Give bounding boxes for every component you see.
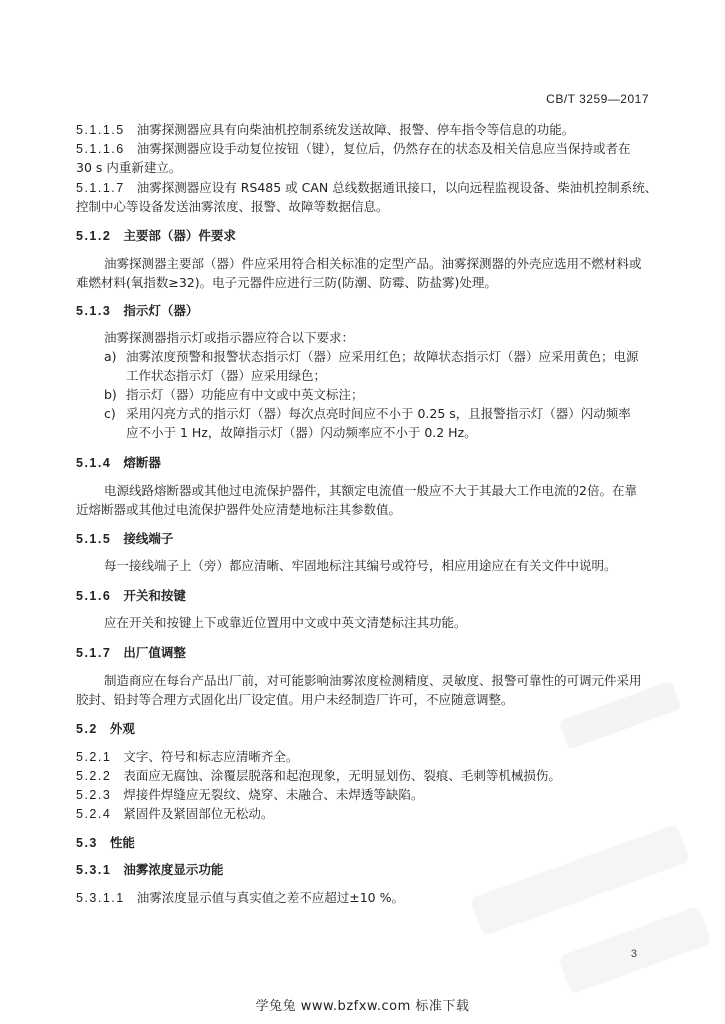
clause-number: 5.2.4 [76, 807, 112, 821]
section-heading-5-3 [76, 835, 135, 851]
list-item-c: 采用闪亮方式的指示灯（器）每次点亮时间应不小于 0.25 s，且报警指示灯（器）闪动频率 [126, 406, 631, 421]
clause-number: 5.3.1.1 [76, 891, 125, 905]
section-number: 5.1.7 [76, 646, 112, 660]
section-number: 5.1.5 [76, 532, 112, 546]
list-marker-b: b) [104, 387, 117, 402]
clause-5-2-2 [76, 768, 561, 784]
list-item-a-cont: 工作状态指示灯（器）应采用绿色； [126, 368, 327, 383]
clause-continuation: 30 s 内重新建立。 [76, 160, 182, 175]
section-number: 5.1.3 [76, 304, 112, 318]
list-item-b: 指示灯（器）功能应有中文或中英文标注； [126, 387, 364, 402]
clause-5-2-1 [76, 749, 298, 765]
section-number: 5.1.4 [76, 456, 112, 470]
clause-text: 油雾探测器应设手动复位按钮（键），复位后，仍然存在的状态及相关信息应当保持或者在 [136, 141, 631, 156]
section-title: 主要部（器）件要求 [123, 228, 236, 243]
paragraph-line: 制造商应在每台产品出厂前，对可能影响油雾浓度检测精度、灵敏度、报警可靠性的可调元件采用 [104, 673, 642, 688]
clause-text: 表面应无腐蚀、涂覆层脱落和起泡现象，无明显划伤、裂痕、毛刺等机械损伤。 [123, 768, 561, 783]
section-title: 接线端子 [123, 531, 174, 546]
section-heading-5-1-2 [76, 228, 236, 244]
clause-continuation: 控制中心等设备发送油雾浓度、报警、故障等数据信息。 [76, 199, 389, 214]
clause-text: 油雾浓度显示值与真实值之差不应超过±10 %。 [136, 890, 404, 905]
paragraph-line: 应在开关和按键上下或靠近位置用中文或中英文清楚标注其功能。 [104, 615, 467, 630]
section-title: 开关和按键 [123, 588, 186, 603]
clause-text: 文字、符号和标志应清晰齐全。 [123, 749, 299, 764]
list-marker-c: c) [104, 406, 116, 421]
page-number: 3 [630, 948, 637, 960]
clause-text: 焊接件焊缝应无裂纹、烧穿、未融合、未焊透等缺陷。 [123, 787, 424, 802]
paragraph-line: 油雾探测器指示灯或指示器应符合以下要求： [104, 330, 355, 345]
standard-code: CB/T 3259—2017 [546, 92, 649, 106]
paragraph-line: 难燃材料(氧指数≥32)。电子元器件应进行三防(防潮、防霉、防盐雾)处理。 [76, 275, 497, 290]
clause-5-1-1-5 [76, 122, 574, 138]
clause-text: 油雾探测器应设有 RS485 或 CAN 总线数据通讯接口，以向远程监视设备、柴油机控制系统、 [136, 180, 658, 195]
section-title: 指示灯（器） [123, 303, 199, 318]
clause-number: 5.1.1.6 [76, 142, 125, 156]
watermark-shape [558, 680, 681, 749]
section-title: 熔断器 [123, 455, 161, 470]
clause-5-2-3 [76, 787, 423, 803]
clause-text: 紧固件及紧固部位无松动。 [123, 806, 274, 821]
section-number: 5.3 [76, 836, 98, 850]
clause-5-3-1-1 [76, 890, 404, 906]
list-marker-a: a) [104, 349, 117, 364]
clause-number: 5.2.1 [76, 750, 112, 764]
section-heading-5-1-3 [76, 303, 198, 319]
clause-5-2-4 [76, 806, 273, 822]
section-heading-5-2 [76, 721, 135, 737]
paragraph-line: 电源线路熔断器或其他过电流保护器件，其额定电流值一般应不大于其最大工作电流的2倍。在靠 [104, 483, 637, 498]
list-item-c-cont: 应不小于 1 Hz，故障指示灯（器）闪动频率应不小于 0.2 Hz。 [126, 425, 477, 440]
clause-number: 5.2.3 [76, 788, 112, 802]
clause-number: 5.1.1.7 [76, 181, 125, 195]
section-number: 5.3.1 [76, 863, 112, 877]
paragraph-line: 每一接线端子上（旁）都应清晰、牢固地标注其编号或符号，相应用途应在有关文件中说明。 [104, 558, 617, 573]
section-heading-5-1-7 [76, 645, 186, 661]
section-number: 5.2 [76, 722, 98, 736]
section-heading-5-1-4 [76, 455, 161, 471]
footer-watermark-link: 学兔兔 www.bzfxw.com 标准下载 [255, 999, 470, 1014]
section-number: 5.1.6 [76, 589, 112, 603]
section-heading-5-1-5 [76, 531, 173, 547]
clause-5-1-1-7 [76, 180, 657, 196]
section-title: 出厂值调整 [123, 645, 186, 660]
section-heading-5-1-6 [76, 588, 186, 604]
section-heading-5-3-1 [76, 862, 223, 878]
section-title: 性能 [109, 835, 135, 850]
section-title: 外观 [109, 721, 135, 736]
clause-text: 油雾探测器应具有向柴油机控制系统发送故障、报警、停车指令等信息的功能。 [136, 122, 575, 137]
clause-number: 5.2.2 [76, 769, 112, 783]
watermark-shape [470, 824, 690, 937]
paragraph-line: 油雾探测器主要部（器）件应采用符合相关标准的定型产品。油雾探测器的外壳应选用不燃材料或 [104, 256, 642, 271]
section-number: 5.1.2 [76, 229, 112, 243]
paragraph-line: 近熔断器或其他过电流保护器件处应清楚地标注其参数值。 [76, 502, 402, 517]
clause-number: 5.1.1.5 [76, 123, 125, 137]
paragraph-line: 胶封、铅封等合理方式固化出厂设定值。用户未经制造厂许可，不应随意调整。 [76, 692, 514, 707]
list-item-a: 油雾浓度预警和报警状态指示灯（器）应采用红色；故障状态指示灯（器）应采用黄色；电源 [126, 349, 639, 364]
clause-5-1-1-6 [76, 141, 631, 157]
section-title: 油雾浓度显示功能 [123, 862, 224, 877]
